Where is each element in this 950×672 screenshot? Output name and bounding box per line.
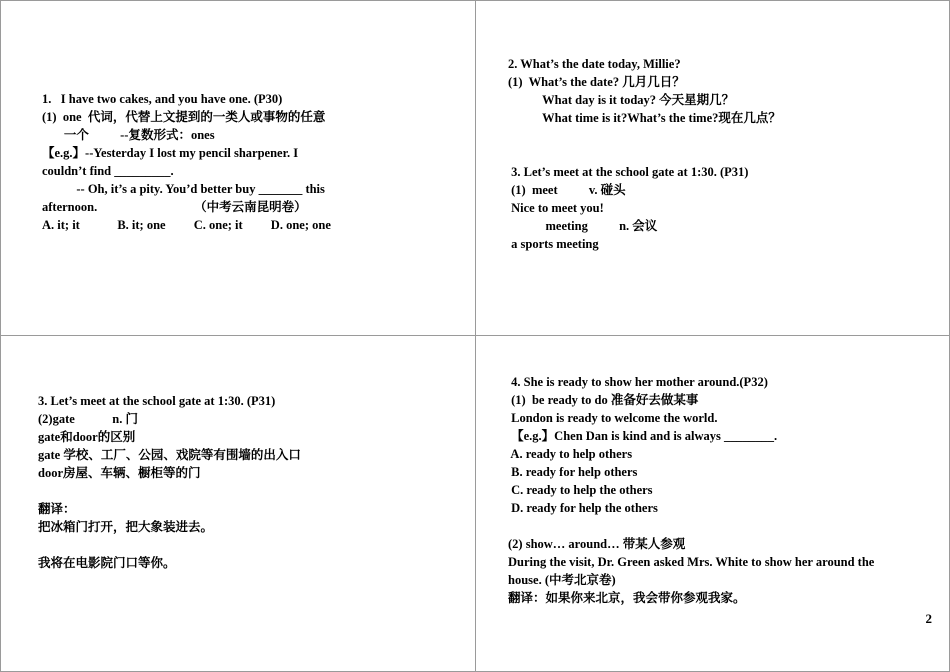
slide3-line: 翻译： [38,502,76,516]
slide3-line: 把冰箱门打开，把大象装进去。 [38,520,214,534]
slide3-line: gate 学校、工厂、公园、戏院等有围墙的出入口 [38,448,301,462]
slide1-line: 【e.g.】--Yesterday I lost my pencil sharpener. I [42,146,299,160]
slide1-line: A. it; it B. it; one C. one; it D. one; one [42,218,331,232]
slide4-line: London is ready to welcome the world. [508,411,718,425]
slide4-line: (2) show… around… 带某人参观 [508,537,686,551]
slide2-line: Nice to meet you! [508,201,604,215]
page-number: 2 [925,611,932,626]
slide4-line: 【e.g.】Chen Dan is kind and is always ________. [508,429,778,443]
slide-4-ready-show-around [508,373,874,607]
slide3-line: 我将在电影院门口等你。 [38,556,176,570]
slide-2-date-and-meet [508,55,781,253]
slide1-line: afternoon. （中考云南昆明卷） [42,200,307,214]
slide2-line: a sports meeting [508,237,599,251]
slide4-line: (1) be ready to do 准备好去做某事 [508,393,699,407]
slide2-line: What time is it?What’s the time?现在几点？ [508,111,781,125]
slide4-line: D. ready for help the others [508,501,658,515]
horizontal-divider [0,335,950,336]
slide3-line: 3. Let’s meet at the school gate at 1:30. (P31) [38,394,276,408]
slide1-line: couldn’t find _________. [42,164,174,178]
slide3-line: (2)gate n. 门 [38,412,138,426]
slide-3-gate [38,392,301,572]
slide3-line: gate和door的区别 [38,430,136,444]
slide4-line: C. ready to help the others [508,483,653,497]
slide4-line: 4. She is ready to show her mother around.(P32) [508,375,768,389]
slide4-line [508,517,874,535]
slide-1-one-pronoun [42,90,331,234]
slide2-line [508,145,781,163]
slide4-line: 翻译：如果你来北京，我会带你参观我家。 [508,591,746,605]
slide2-line: (1) What’s the date? 几月几日？ [508,75,685,89]
slide2-line [508,127,781,145]
slide1-line: 1. I have two cakes, and you have one. (P30) [42,92,283,106]
slide2-line: (1) meet v. 碰头 [508,183,626,197]
slide2-line: 3. Let’s meet at the school gate at 1:30. (P31) [508,165,749,179]
slide4-line: During the visit, Dr. Green asked Mrs. White to show her around the [508,555,875,569]
slide1-line: (1) one 代词，代替上文提到的一类人或事物的任意 [42,110,326,124]
slide3-line [38,482,301,500]
slide2-line: meeting n. 会议 [508,219,658,233]
slide1-line: 一个 --复数形式：ones [42,128,215,142]
slide3-line [38,536,301,554]
slide4-line: A. ready to help others [508,447,633,461]
slide1-line: -- Oh, it’s a pity. You’d better buy _______ this [42,182,325,196]
slide4-line: house. (中考北京卷) [508,573,616,587]
slide3-line: door房屋、车辆、橱柜等的门 [38,466,201,480]
slide2-line: What day is it today? 今天星期几？ [508,93,735,107]
slide4-line: B. ready for help others [508,465,638,479]
vertical-divider [475,0,476,672]
slide2-line: 2. What’s the date today, Millie? [508,57,681,71]
